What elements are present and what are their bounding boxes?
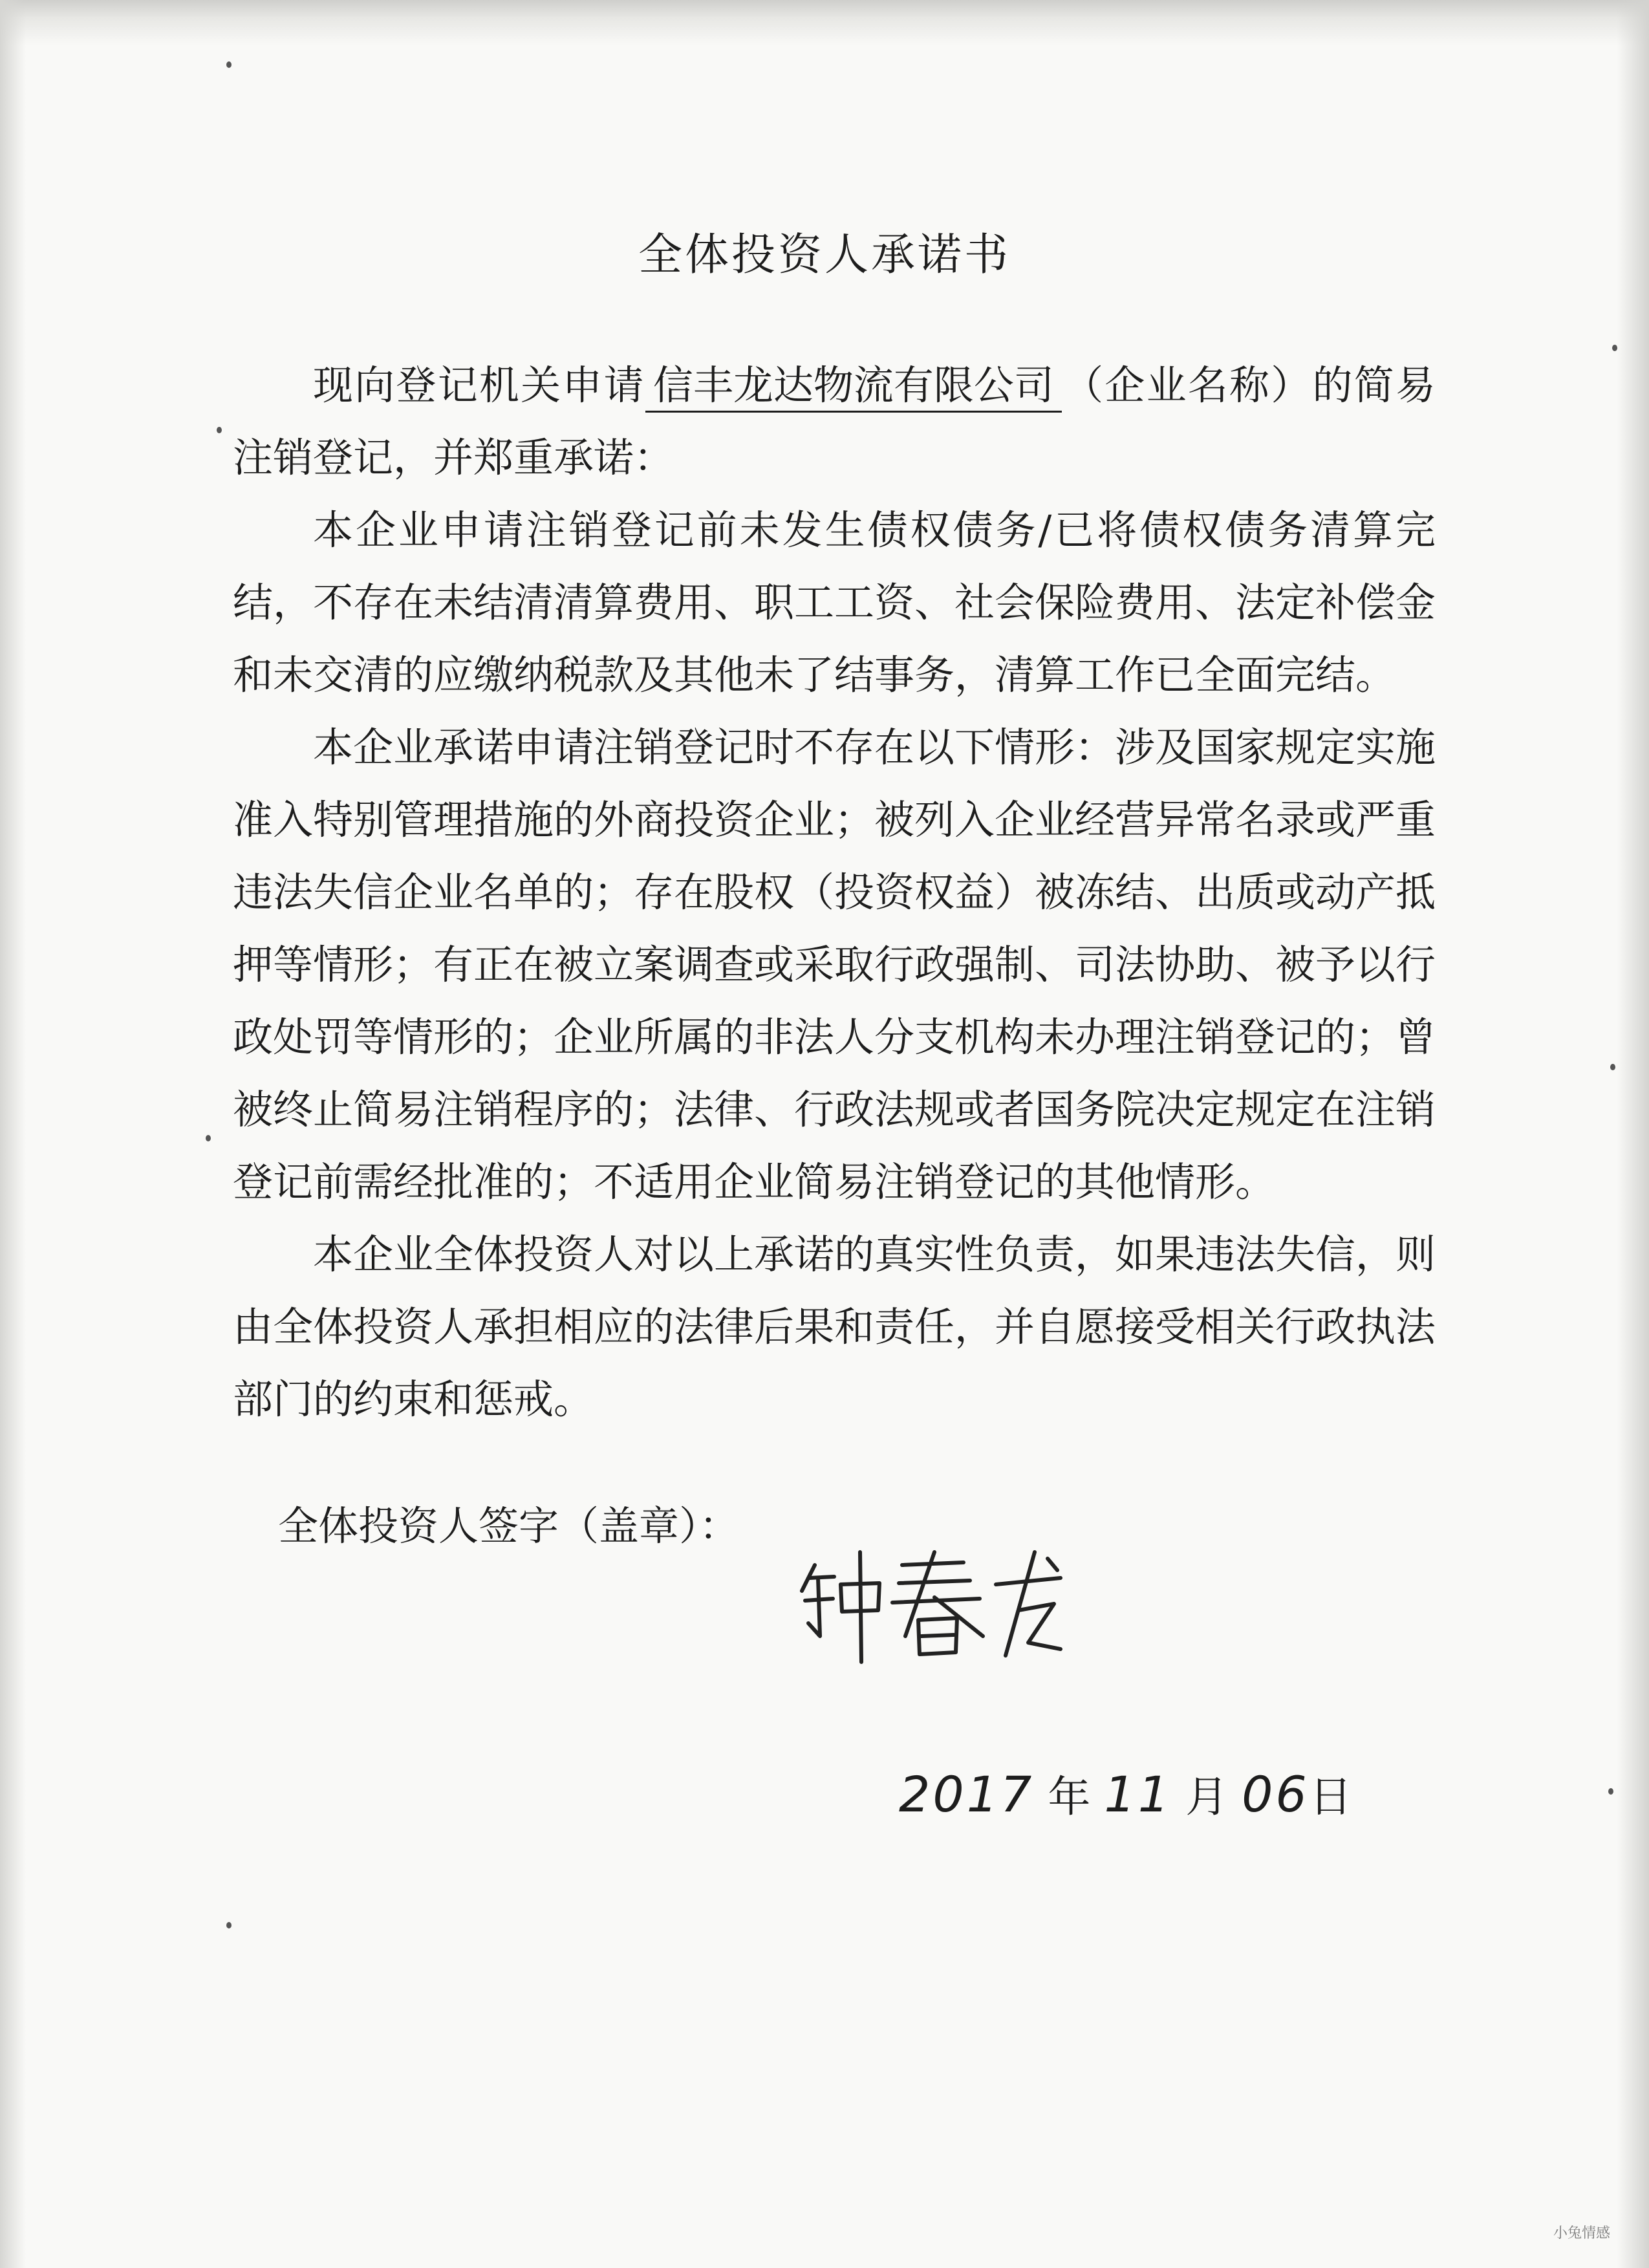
application-text-tail: （企业名称）的简易注销登记，并郑重承诺：: [233, 362, 1436, 481]
date-month: 11: [1104, 1766, 1172, 1823]
scan-border-left: [0, 0, 26, 2268]
scan-speck: [1608, 1788, 1613, 1795]
scan-border-top: [0, 0, 1649, 45]
paragraph-exclusions: 本企业承诺申请注销登记时不存在以下情形：涉及国家规定实施准入特别管理措施的外商投资企业；被列入企业经营异常名录或严重违法失信企业名单的；存在股权（投资权益）被冻结、出质或动产抵押等情形；有正在被立案调查或采取行政强制、司法协助、被予以行政处罚等情形的；企业所属的非法人分支机构未办理注销登记的；曾被终止简易注销程序的；法律、行政法规或者国务院决定规定在注销登记前需经批准的；不适用企业简易注销登记的其他情形。: [233, 724, 1436, 1205]
date-year-unit: 年: [1048, 1772, 1091, 1822]
watermark-text: 小兔情感: [1553, 2225, 1610, 2241]
paragraph-liquidation: 本企业申请注销登记前未发生债权债务/已将债权债务清算完结，不存在未结清清算费用、职工工资、社会保险费用、法定补偿金和未交清的应缴纳税款及其他未了结事务，清算工作已全面完结。: [233, 506, 1436, 698]
company-name-field: 信丰龙达物流有限公司: [645, 360, 1062, 413]
scan-speck: [226, 61, 232, 68]
handwritten-signature: [795, 1539, 1067, 1669]
date-day-unit: 日: [1309, 1772, 1352, 1822]
scan-speck: [1612, 345, 1617, 351]
scan-speck: [206, 1135, 211, 1141]
date-line: [899, 1766, 1352, 1826]
date-month-unit: 月: [1185, 1772, 1229, 1822]
scan-border-right: [1617, 0, 1649, 2268]
scan-speck: [217, 427, 222, 433]
paragraph-application: [233, 349, 1436, 494]
scan-speck: [1610, 1064, 1615, 1070]
application-text-lead: 现向登记机关申请: [313, 362, 645, 409]
scan-speck: [226, 1922, 232, 1928]
paragraph-liability: 本企业全体投资人对以上承诺的真实性负责，如果违法失信，则由全体投资人承担相应的法律后果和责任，并自愿接受相关行政执法部门的约束和惩戒。: [233, 1231, 1436, 1423]
date-year: 2017: [899, 1766, 1035, 1823]
document-body: [233, 349, 1436, 1436]
signature-label: 全体投资人签字（盖章）：: [278, 1502, 740, 1550]
document-title: 全体投资人承诺书: [638, 230, 1011, 281]
date-day: 06: [1242, 1766, 1310, 1823]
